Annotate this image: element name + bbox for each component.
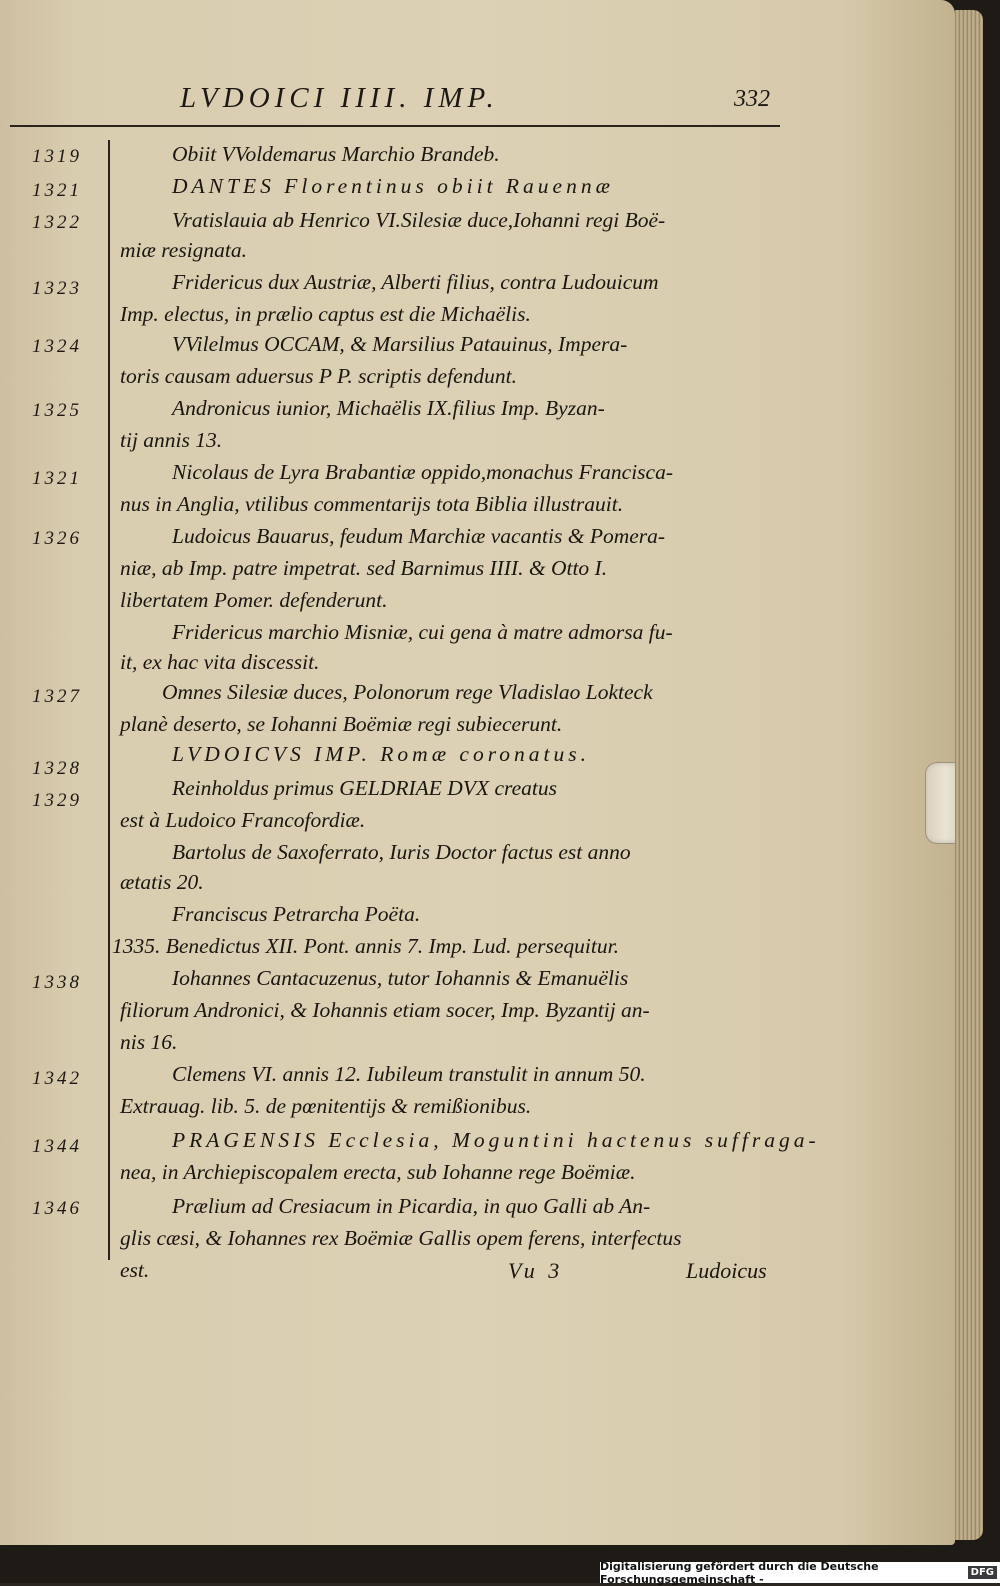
year-label: 1328 [32,758,82,779]
entry-line: Imp. electus, in prælio captus est die Michaëlis. [120,302,531,326]
year-label: 1324 [32,336,82,357]
entry-line: tij annis 13. [120,428,223,452]
entry-line: Extrauag. lib. 5. de pœnitentijs & remißionibus. [120,1094,532,1118]
year-label: 1342 [32,1068,82,1089]
entry-line: Vratislauia ab Henrico VI.Silesiæ duce,Iohanni regi Boë- [172,208,666,232]
entry-line: ætatis 20. [120,870,204,894]
entry-line: Nicolaus de Lyra Brabantiæ oppido,monachus Franciscа- [172,460,673,484]
year-label: 1321 [32,180,82,201]
entry-line: Iohannes Cantacuzenus, tutor Iohannis & Emanuëlis [172,966,629,990]
entry-line: Franciscus Petrarcha Poëta. [172,902,421,926]
page-number: 332 [734,86,770,112]
book-page-edges [955,10,983,1540]
entry-line: Fridericus marchio Misniæ, cui gena à matre admorsa fu- [172,620,673,644]
entry-line: Obiit VVoldemarus Marchio Brandeb. [172,142,500,166]
credit-text: Digitalisierung gefördert durch die Deutsche Forschungsgemeinschaft - [600,1559,879,1586]
year-column-rule [108,140,110,1260]
entry-line: Clemens VI. annis 12. Iubileum transtulit in annum 50. [172,1062,646,1086]
entry-line: planè deserto, se Iohanni Boëmiæ regi subiecerunt. [120,712,563,736]
year-label: 1325 [32,400,82,421]
entry-line: libertatem Pomer. defenderunt. [120,588,388,612]
entry-line: Andronicus iunior, Michaëlis IX.filius Imp. Byzan- [172,396,605,420]
entry-line: Omnes Silesiæ duces, Polonorum rege Vladislao Lokteck [162,680,653,704]
year-label: 1326 [32,528,82,549]
year-label: 1338 [32,972,82,993]
entry-line: LVDOICVS IMP. Romæ coronatus. [172,742,590,766]
final-line-est: est. [120,1258,150,1282]
header-rule [10,125,780,127]
entry-line: Reinholdus primus GELDRIAE DVX creatus [172,776,557,800]
entry-line: miæ resignata. [120,238,248,262]
credit-bar [600,1559,1000,1586]
entry-line: VVilelmus OCCAM, & Marsilius Patauinus, Impera- [172,332,628,356]
entry-line: DANTES Florentinus obiit Rauennæ [172,174,614,198]
entry-line: nea, in Archiepiscopalem erecta, sub Iohanne rege Boëmiæ. [120,1160,636,1184]
entry-line: est à Ludoico Francofordiæ. [120,808,366,832]
year-label: 1321 [32,468,82,489]
entry-line: nis 16. [120,1030,178,1054]
year-label: 1323 [32,278,82,299]
catchword: Ludoicus [686,1258,767,1283]
entry-line: glis cæsi, & Iohannes rex Boëmiæ Gallis opem ferens, interfectus [120,1226,682,1250]
entry-line: it, ex hac vita discessit. [120,650,320,674]
year-label: 1327 [32,686,82,707]
entry-line: Ludoicus Bauarus, feudum Marchiæ vacantis & Pomera- [172,524,666,548]
running-head: LVDOICI IIII. IMP. [180,82,499,114]
entry-line: filiorum Andronici, & Iohannis etiam socer, Imp. Byzantij an- [120,998,650,1022]
entry-line: nus in Anglia, vtilibus commentarijs tota Biblia illustrauit. [120,492,624,516]
entry-line: Bartolus de Saxoferrato, Iuris Doctor factus est anno [172,840,631,864]
entry-line: Prælium ad Cresiacum in Picardia, in quo Galli ab An- [172,1194,651,1218]
year-label: 1319 [32,146,82,167]
signature-mark: Vu 3 [508,1258,564,1283]
year-label: 1329 [32,790,82,811]
year-label: 1346 [32,1198,82,1219]
entry-line: niæ, ab Imp. patre impetrat. sed Barnimus IIII. & Otto I. [120,556,608,580]
entry-line: 1335. Benedictus XII. Pont. annis 7. Imp. Lud. persequitur. [112,934,619,958]
entry-line: Fridericus dux Austriæ, Alberti filius, contra Ludouicum [172,270,659,294]
bookmark-tab [925,762,955,844]
dfg-logo: DFG [968,1566,997,1579]
entry-line: PRAGENSIS Ecclesia, Moguntini hactenus suffraga- [172,1128,820,1152]
year-label: 1322 [32,212,82,233]
year-label: 1344 [32,1136,82,1157]
entry-line: toris causam aduersus P P. scriptis defendunt. [120,364,517,388]
